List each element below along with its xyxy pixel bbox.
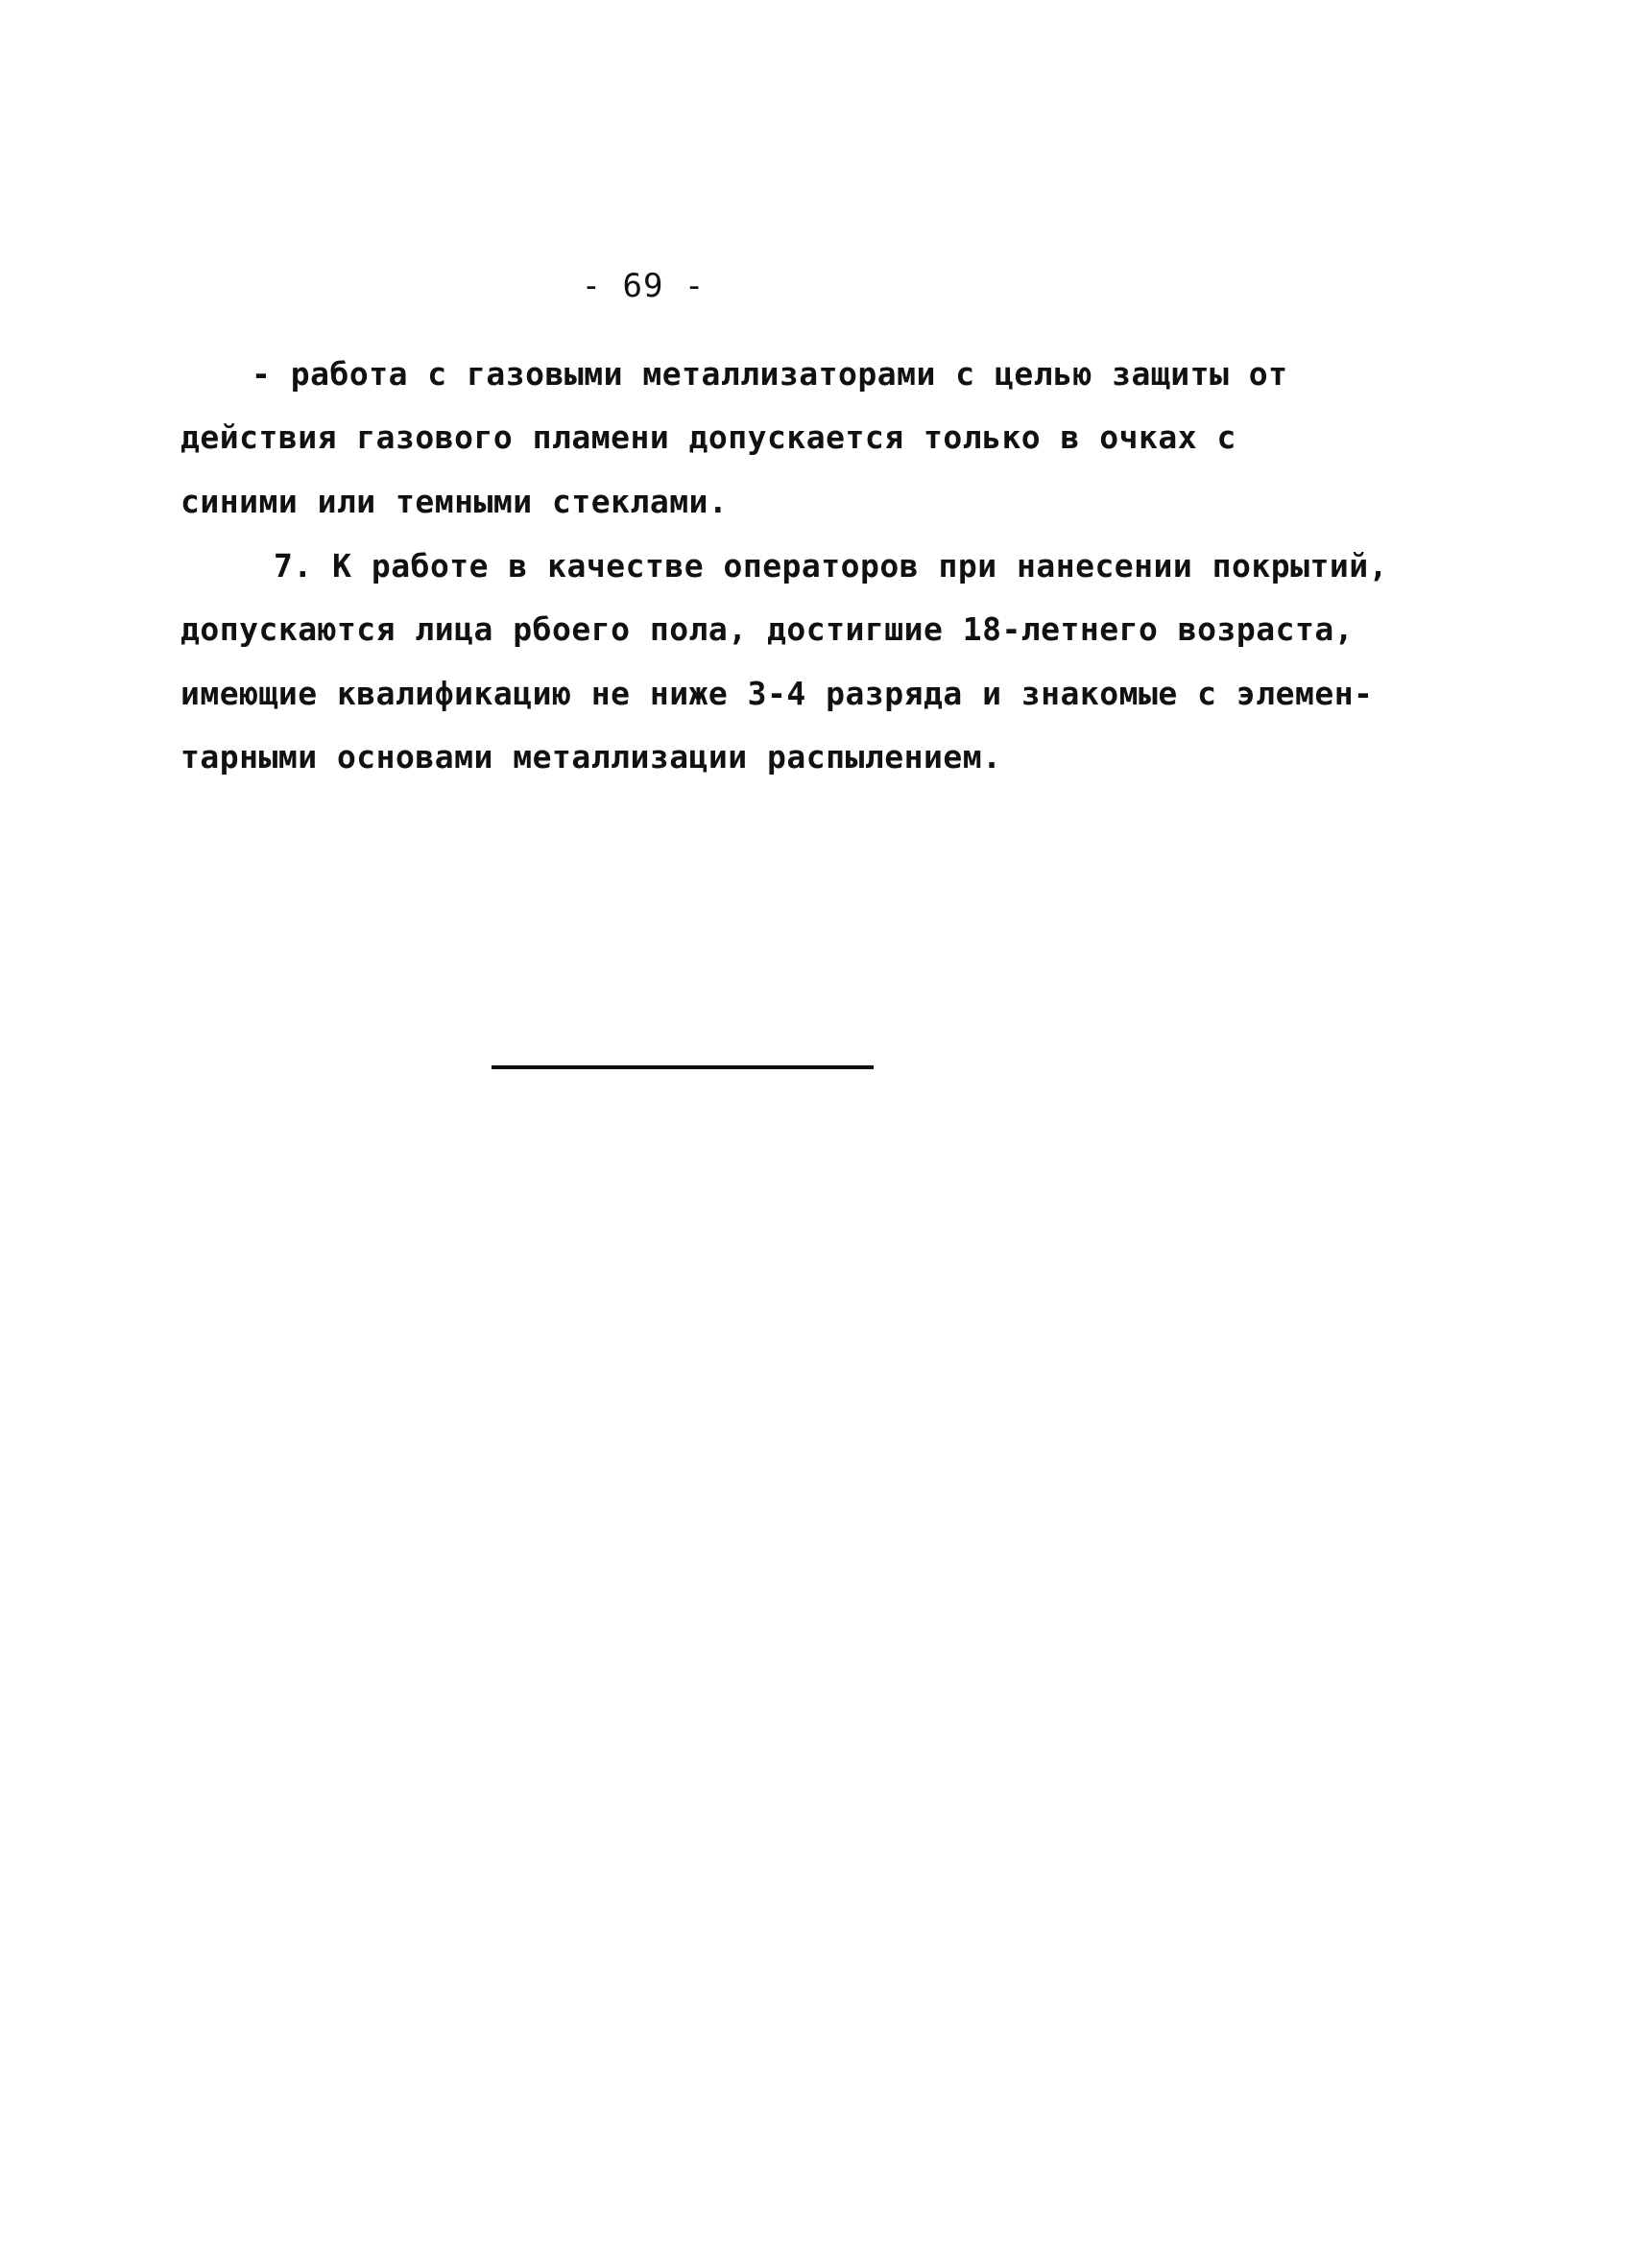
paragraph-line: синими или темными стеклами. bbox=[180, 483, 729, 520]
paragraph-line: - работа с газовыми металлизаторами с целью защиты от bbox=[252, 355, 1288, 393]
paragraph-line: имеющие квалификацию не ниже 3-4 разряда и знакомые с элемен- bbox=[180, 675, 1374, 712]
paragraph-line: действия газового пламени допускается только в очках с bbox=[180, 418, 1236, 456]
paragraph-line: допускаются лица рбоего пола, достигшие 18-летнего возраста, bbox=[180, 610, 1355, 648]
page-number: - 69 - bbox=[581, 267, 706, 305]
section-divider bbox=[492, 1065, 874, 1069]
paragraph-line: 7. К работе в качестве операторов при нанесении покрытий, bbox=[274, 547, 1388, 585]
paragraph-line: тарными основами металлизации распылением. bbox=[180, 738, 1002, 776]
